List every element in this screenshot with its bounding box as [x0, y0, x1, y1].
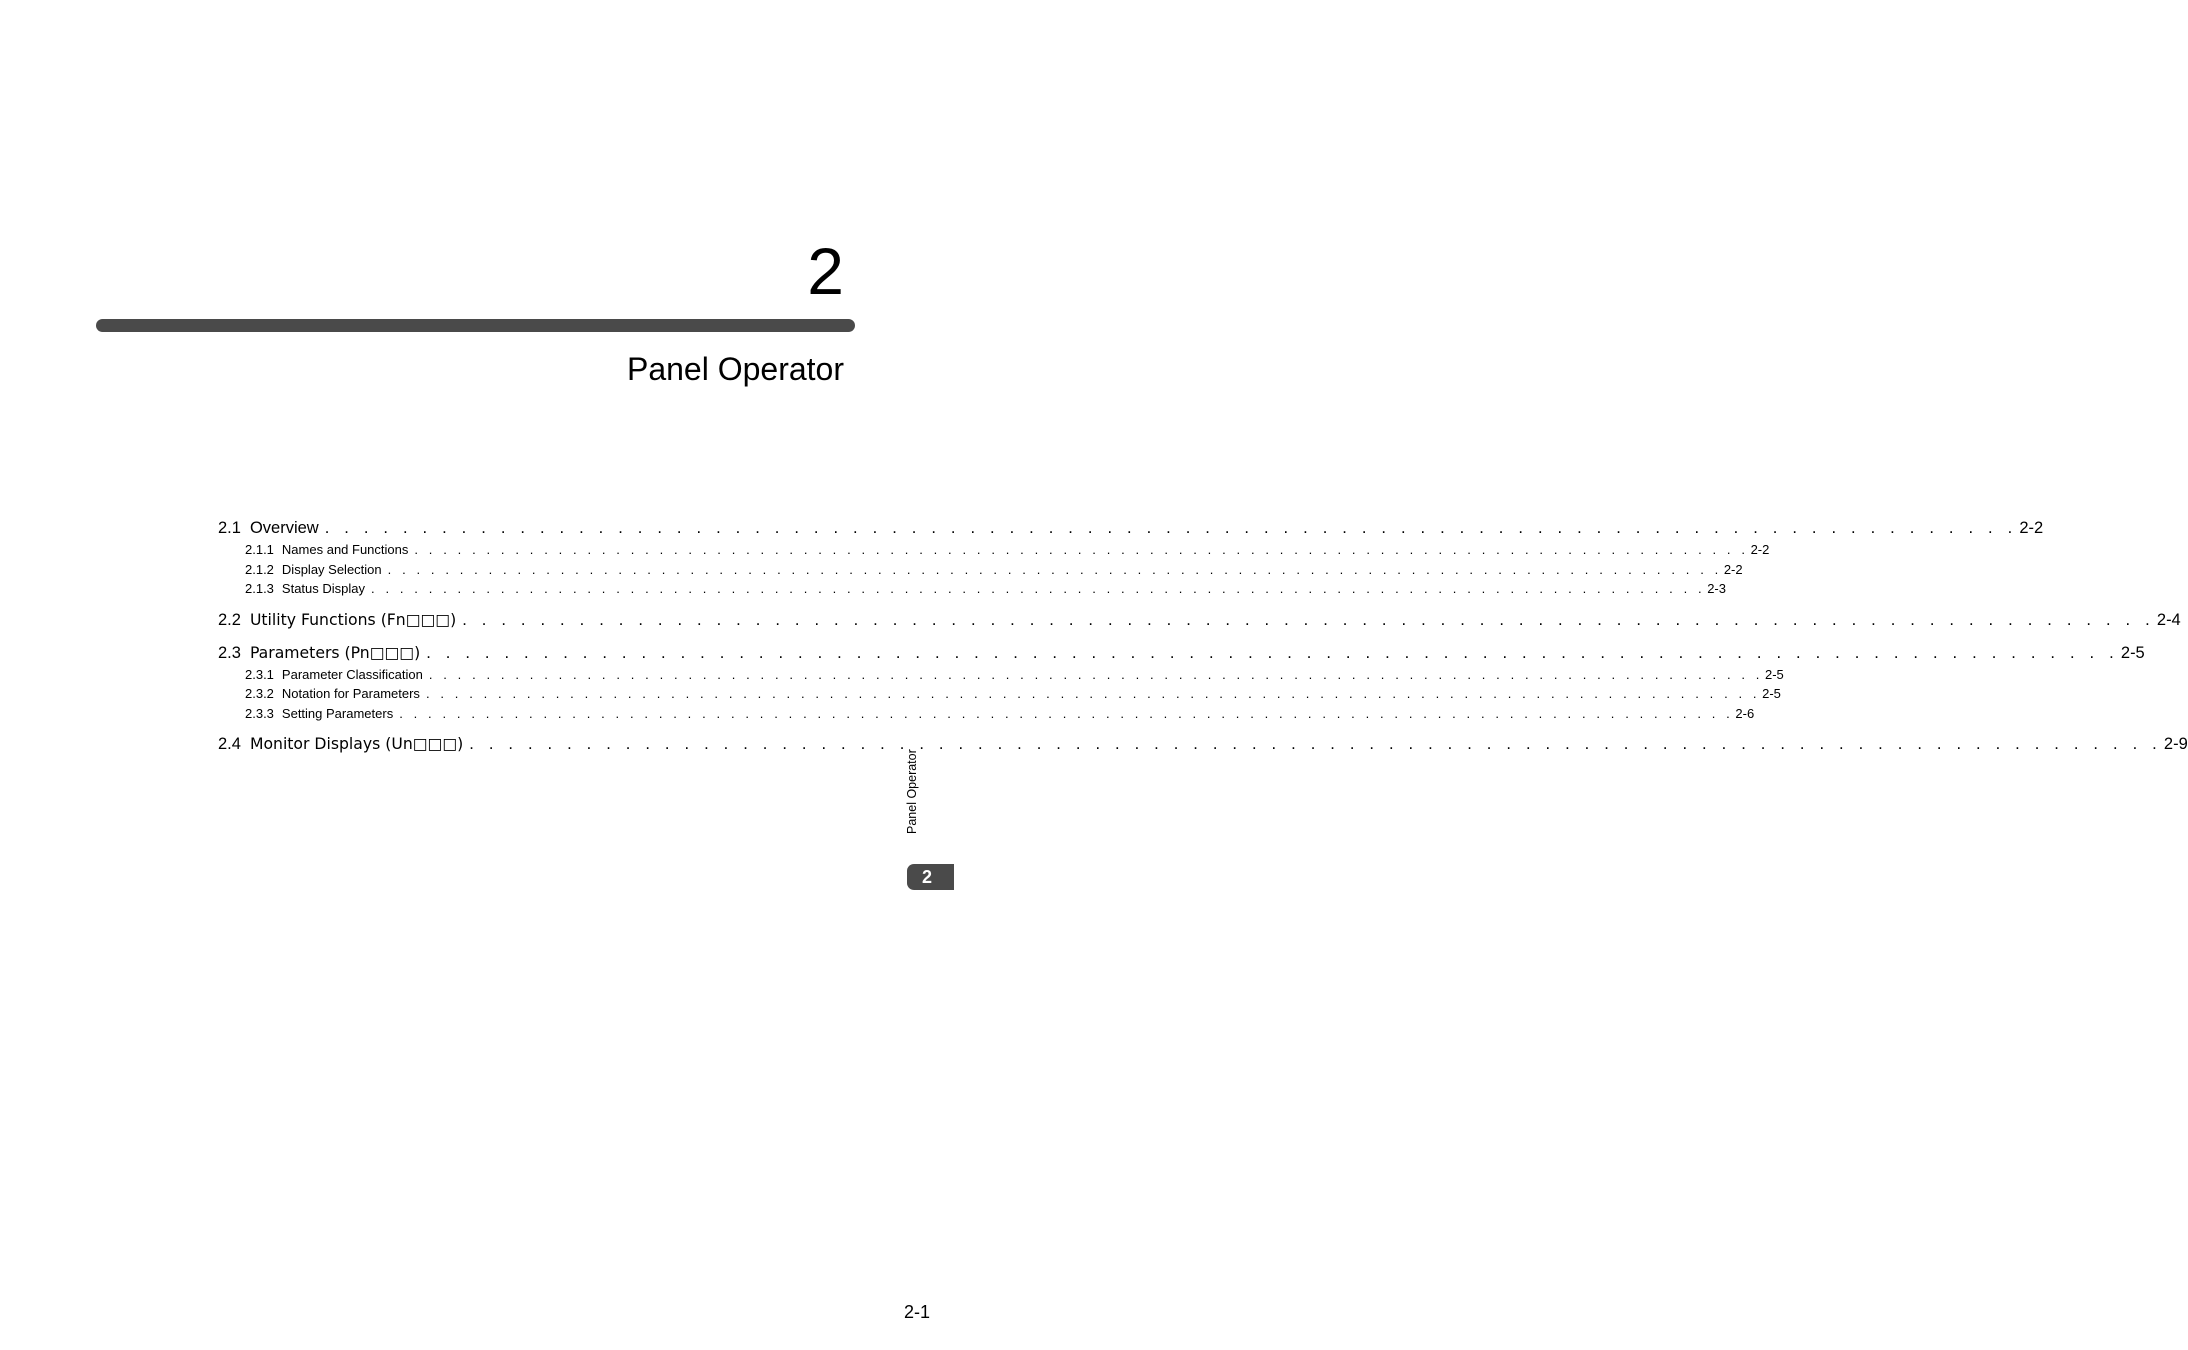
toc-entry-page: 2-4	[2156, 610, 2181, 629]
toc-entry-2-1-1[interactable]	[218, 540, 1770, 560]
chapter-number: 2	[807, 234, 844, 308]
toc-entry-number: 2.3.1	[245, 666, 274, 682]
toc-entry-2-1-2[interactable]	[218, 560, 1743, 580]
toc-entry-title: Display Selection	[281, 561, 382, 577]
toc-entry-2-3[interactable]	[218, 641, 2145, 665]
toc-entry-title: Status Display	[281, 581, 366, 596]
toc-entry-page: 2-6	[1735, 705, 1755, 721]
toc-entry-2-1[interactable]	[218, 516, 2044, 540]
toc-entry-title: Setting Parameters	[281, 705, 394, 721]
toc-entry-page: 2-2	[1750, 542, 1770, 557]
toc-entry-2-3-2[interactable]	[218, 684, 1781, 704]
toc-entry-title: Monitor Displays (Un□□□)	[249, 734, 464, 753]
toc-entry-title: Utility Functions (Fn□□□)	[249, 609, 457, 629]
toc-entry-page: 2-9	[2163, 735, 2188, 753]
side-chapter-tab[interactable]: 2	[907, 864, 954, 890]
toc-entry-page: 2-2	[2019, 519, 2044, 537]
toc-leader-dots: . . . . . . . . . . . . . . . . . . . . . . . . . . . . . . . . . . . . . . . . . . . . . . . . . . . . . . . . . . . . . . . . . . . . . . . . . . . . . . . . . . . . . . .	[462, 610, 2155, 629]
toc-entry-number: 2.3	[218, 643, 241, 662]
chapter-title: Panel Operator	[626, 351, 844, 387]
toc-entry-title: Parameter Classification	[281, 666, 423, 682]
toc-entry-page: 2-5	[1762, 686, 1781, 701]
side-chapter-label: Panel Operator	[905, 749, 919, 834]
toc-entry-page: 2-3	[1707, 581, 1726, 596]
toc-entry-number: 2.1.3	[245, 581, 274, 596]
toc-entry-number: 2.1.2	[245, 561, 274, 577]
toc-entry-page: 2-5	[2120, 643, 2145, 662]
toc-leader-dots: . . . . . . . . . . . . . . . . . . . . . . . . . . . . . . . . . . . . . . . . . . . . . . . . . . . . . . . . . . . . . . . . . . . . . . . . . . . . . . . . . . . . . . .	[469, 735, 2162, 753]
page-number: 2-1	[903, 1302, 930, 1322]
toc-entry-title: Parameters (Pn□□□)	[249, 642, 421, 662]
toc-leader-dots: . . . . . . . . . . . . . . . . . . . . . . . . . . . . . . . . . . . . . . . . . . . . . . . . . . . . . . . . . . . . . . . . . . . . . . . . . . . . . . . . . . . . . . . . . . . . .	[428, 666, 1763, 682]
toc-entry-number: 2.1	[218, 519, 241, 537]
toc-leader-dots: . . . . . . . . . . . . . . . . . . . . . . . . . . . . . . . . . . . . . . . . . . . . . . . . . . . . . . . . . . . . . . . . . . . . . . . . . . . . . . . . . . . . . . .	[426, 643, 2119, 662]
toc-entry-2-4[interactable]	[218, 732, 2188, 756]
toc-entry-2-3-3[interactable]	[218, 704, 1755, 724]
toc-leader-dots: . . . . . . . . . . . . . . . . . . . . . . . . . . . . . . . . . . . . . . . . . . . . . . . . . . . . . . . . . . . . . . . . . . . . . . . . . . . . . . . . . . . . . . . . . . . . .	[387, 561, 1722, 577]
toc-leader-dots: . . . . . . . . . . . . . . . . . . . . . . . . . . . . . . . . . . . . . . . . . . . . . . . . . . . . . . . . . . . . . . . . . . . . . . . . . . . . . . . . . . . . . . .	[324, 519, 2018, 537]
toc-entry-number: 2.1.1	[245, 542, 274, 557]
toc-leader-dots: . . . . . . . . . . . . . . . . . . . . . . . . . . . . . . . . . . . . . . . . . . . . . . . . . . . . . . . . . . . . . . . . . . . . . . . . . . . . . . . . . . . . . . . . . . . . .	[371, 581, 1706, 596]
toc-entry-number: 2.3.3	[245, 705, 274, 721]
chapter-divider-bar	[96, 319, 855, 332]
toc-entry-number: 2.3.2	[245, 686, 274, 701]
toc-entry-number: 2.2	[218, 610, 241, 629]
toc-entry-2-1-3[interactable]	[218, 579, 1726, 599]
toc-entry-number: 2.4	[218, 735, 241, 753]
toc-entry-2-2[interactable]	[218, 608, 2181, 632]
toc-entry-page: 2-2	[1723, 561, 1743, 577]
toc-leader-dots: . . . . . . . . . . . . . . . . . . . . . . . . . . . . . . . . . . . . . . . . . . . . . . . . . . . . . . . . . . . . . . . . . . . . . . . . . . . . . . . . . . . . . . . . . . . . .	[425, 686, 1761, 701]
toc-entry-title: Overview	[249, 519, 319, 537]
toc-entry-page: 2-5	[1765, 666, 1784, 682]
toc-leader-dots: . . . . . . . . . . . . . . . . . . . . . . . . . . . . . . . . . . . . . . . . . . . . . . . . . . . . . . . . . . . . . . . . . . . . . . . . . . . . . . . . . . . . . . . . . . . . .	[399, 705, 1734, 721]
toc-leader-dots: . . . . . . . . . . . . . . . . . . . . . . . . . . . . . . . . . . . . . . . . . . . . . . . . . . . . . . . . . . . . . . . . . . . . . . . . . . . . . . . . . . . . . . . . . . . . .	[414, 542, 1749, 557]
toc-entry-title: Notation for Parameters	[281, 686, 420, 701]
toc-entry-2-3-1[interactable]	[218, 665, 1784, 685]
table-of-contents	[218, 516, 2188, 756]
toc-entry-title: Names and Functions	[281, 542, 409, 557]
